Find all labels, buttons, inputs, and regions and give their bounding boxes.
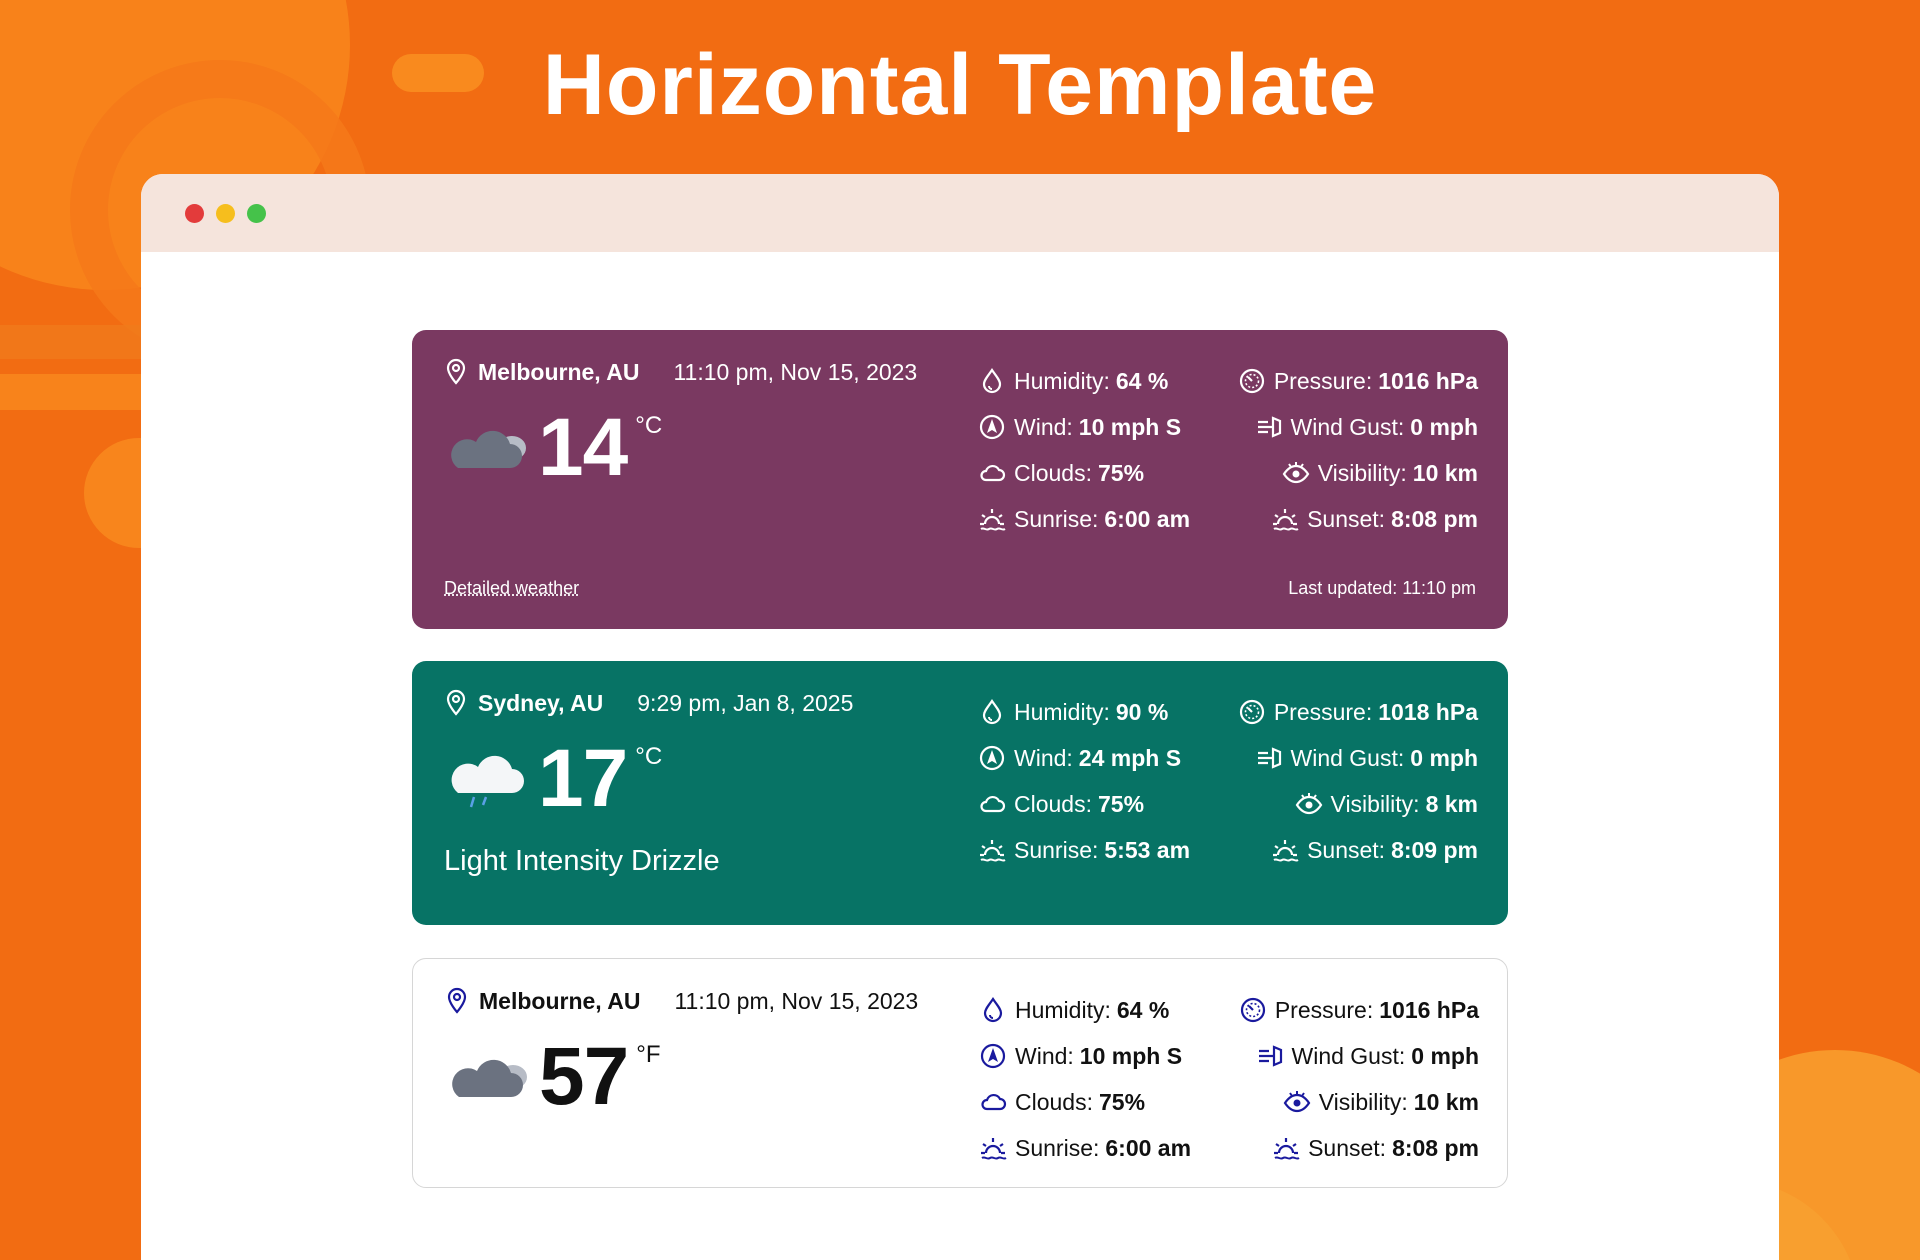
sunrise-icon: [978, 505, 1006, 533]
temperature-unit: °C: [635, 412, 663, 439]
wind-gust-stat: Wind Gust: 0 mph: [1218, 735, 1478, 781]
humidity-icon: [978, 698, 1006, 726]
cloudy-icon: [444, 418, 530, 478]
maximize-window-button[interactable]: [247, 204, 266, 223]
wind-stat: Wind: 10 mph S: [979, 1033, 1239, 1079]
wind-gust-icon: [1255, 744, 1283, 772]
wind-stat: Wind: 10 mph S: [978, 404, 1238, 450]
date-time: 9:29 pm, Jan 8, 2025: [637, 689, 854, 716]
location-pin-icon: [445, 987, 469, 1015]
visibility-eye-icon: [1283, 1088, 1311, 1116]
sunset-stat: Sunset: 8:08 pm: [1219, 1125, 1479, 1171]
drizzle-icon: [444, 749, 530, 809]
clouds-stat: Clouds: 75%: [978, 450, 1238, 496]
sunset-stat: Sunset: 8:08 pm: [1218, 496, 1478, 542]
weather-card-melbourne: [412, 330, 1508, 629]
location-name: Melbourne, AU: [478, 358, 640, 385]
wind-gust-icon: [1255, 413, 1283, 441]
humidity-stat: Humidity: 90 %: [978, 689, 1238, 735]
sunrise-stat: Sunrise: 5:53 am: [978, 827, 1238, 873]
cloudy-icon: [445, 1047, 531, 1107]
cloud-icon: [979, 1088, 1007, 1116]
sunset-stat: Sunset: 8:09 pm: [1218, 827, 1478, 873]
sunrise-stat: Sunrise: 6:00 am: [979, 1125, 1239, 1171]
location-pin-icon: [444, 689, 468, 717]
sunset-icon: [1272, 1134, 1300, 1162]
temperature-value: 14: [538, 402, 628, 493]
close-window-button[interactable]: [185, 204, 204, 223]
sunset-icon: [1271, 505, 1299, 533]
minimize-window-button[interactable]: [216, 204, 235, 223]
visibility-stat: Visibility: 8 km: [1218, 781, 1478, 827]
temperature-unit: °C: [635, 743, 663, 770]
pressure-stat: Pressure: 1016 hPa: [1218, 358, 1478, 404]
temperature-value: 17: [538, 733, 628, 824]
wind-direction-icon: [978, 413, 1006, 441]
wind-gust-stat: Wind Gust: 0 mph: [1218, 404, 1478, 450]
weather-description: Light Intensity Drizzle: [444, 845, 720, 877]
date-time: 11:10 pm, Nov 15, 2023: [673, 358, 918, 385]
location-name: Sydney, AU: [478, 689, 604, 716]
visibility-stat: Visibility: 10 km: [1218, 450, 1478, 496]
pressure-gauge-icon: [1238, 367, 1266, 395]
location-name: Melbourne, AU: [479, 987, 641, 1014]
cloud-icon: [978, 459, 1006, 487]
page-title: Horizontal Template: [542, 37, 1378, 133]
browser-window: [141, 174, 1779, 1260]
wind-gust-stat: Wind Gust: 0 mph: [1219, 1033, 1479, 1079]
detailed-weather-link[interactable]: Detailed weather: [444, 578, 580, 598]
visibility-eye-icon: [1295, 790, 1323, 818]
wind-gust-icon: [1256, 1042, 1284, 1070]
window-titlebar: [141, 174, 1779, 252]
cloud-icon: [978, 790, 1006, 818]
wind-stat: Wind: 24 mph S: [978, 735, 1238, 781]
clouds-stat: Clouds: 75%: [979, 1079, 1239, 1125]
humidity-stat: Humidity: 64 %: [979, 987, 1239, 1033]
sunrise-stat: Sunrise: 6:00 am: [978, 496, 1238, 542]
background-shape: [0, 374, 160, 410]
pressure-stat: Pressure: 1018 hPa: [1218, 689, 1478, 735]
wind-direction-icon: [979, 1042, 1007, 1070]
weather-card-melbourne-fahrenheit: [412, 958, 1508, 1188]
sunset-icon: [1271, 836, 1299, 864]
weather-card-sydney: [412, 661, 1508, 925]
sunrise-icon: [978, 836, 1006, 864]
location-pin-icon: [444, 358, 468, 386]
wind-direction-icon: [978, 744, 1006, 772]
sunrise-icon: [979, 1134, 1007, 1162]
visibility-eye-icon: [1282, 459, 1310, 487]
humidity-icon: [978, 367, 1006, 395]
humidity-icon: [979, 996, 1007, 1024]
temperature-unit: °F: [636, 1041, 661, 1068]
clouds-stat: Clouds: 75%: [978, 781, 1238, 827]
pressure-gauge-icon: [1239, 996, 1267, 1024]
pressure-gauge-icon: [1238, 698, 1266, 726]
pressure-stat: Pressure: 1016 hPa: [1219, 987, 1479, 1033]
visibility-stat: Visibility: 10 km: [1219, 1079, 1479, 1125]
last-updated-text: Last updated: 11:10 pm: [1288, 578, 1476, 598]
temperature-value: 57: [539, 1031, 629, 1122]
date-time: 11:10 pm, Nov 15, 2023: [674, 987, 919, 1014]
humidity-stat: Humidity: 64 %: [978, 358, 1238, 404]
background-shape: [0, 325, 160, 359]
